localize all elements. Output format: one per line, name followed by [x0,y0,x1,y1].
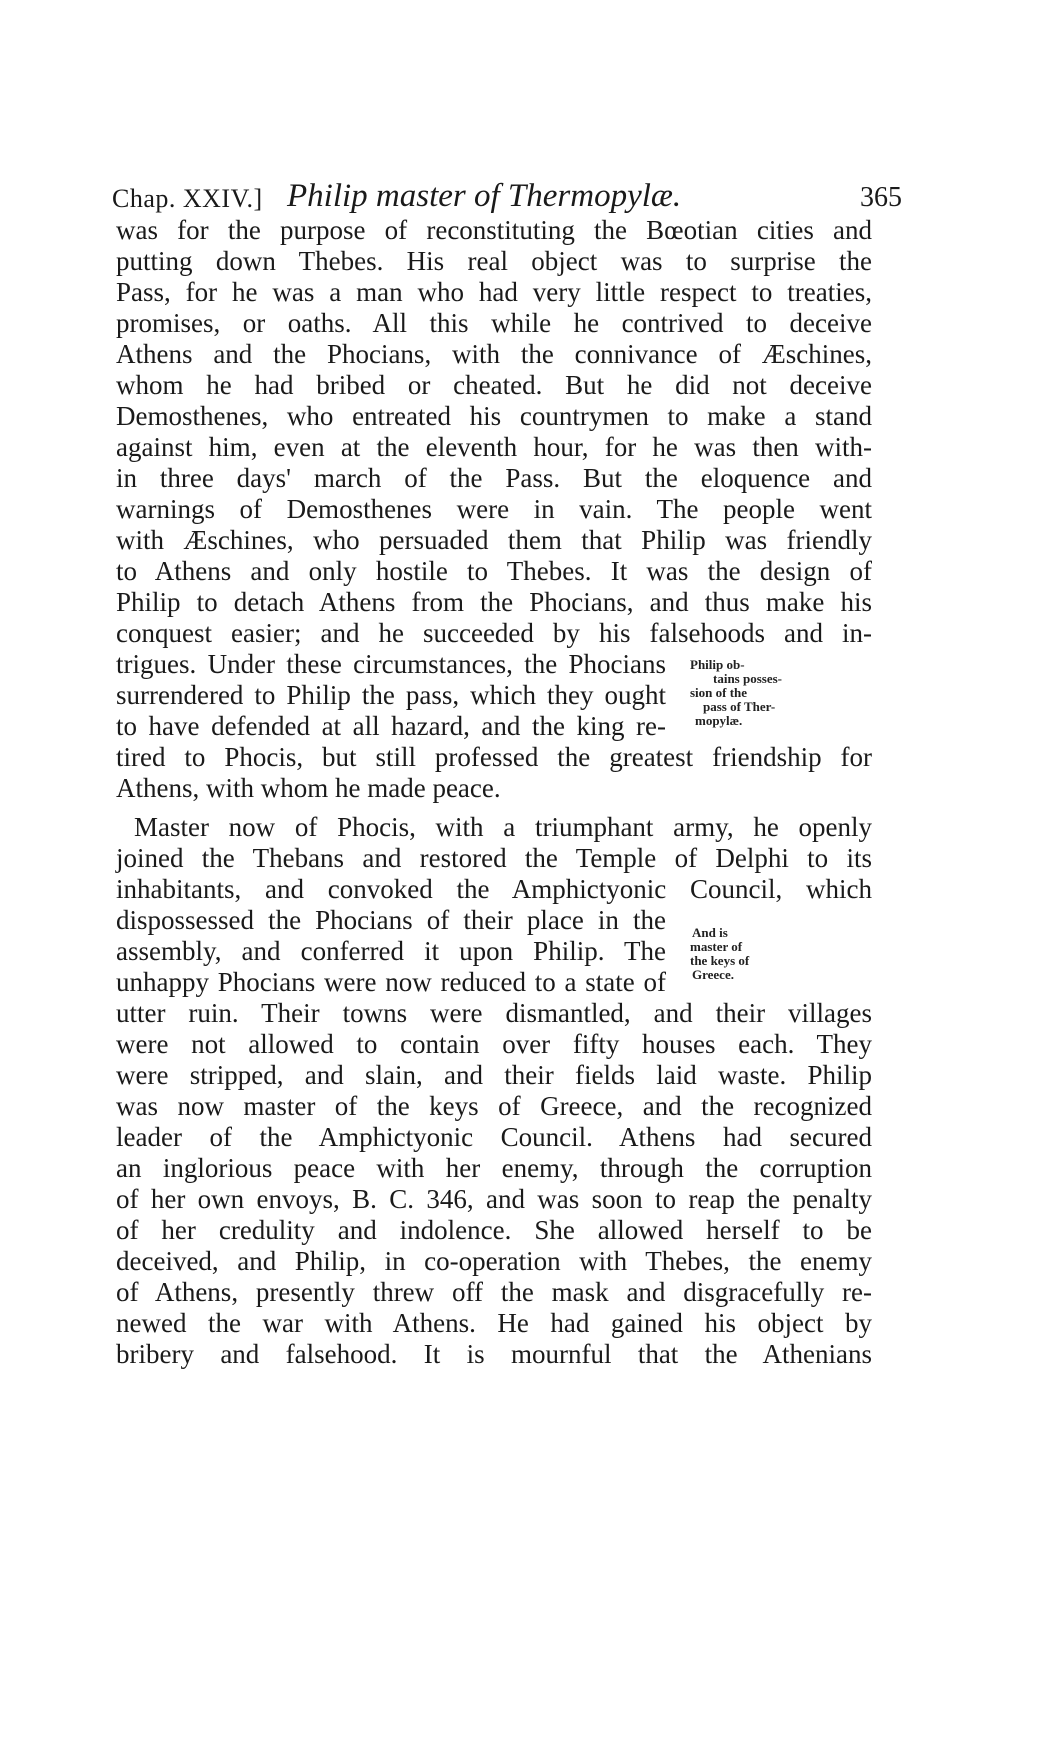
margin-note-line: tains posses- [713,671,782,686]
text-line: Philip to detach Athens from the Phocians, and thus make his [116,587,872,617]
text-line: were not allowed to contain over fifty houses each. They [116,1029,872,1059]
text-line: bribery and falsehood. It is mournful that the Athenians [116,1339,872,1369]
margin-note-line: mopylæ. [695,713,743,728]
margin-note-line: master of [690,939,743,954]
text-line: promises, or oaths. All this while he contrived to deceive [116,308,872,338]
text-line: Master now of Phocis, with a triumphant army, he openly [134,812,872,842]
text-line: utter ruin. Their towns were dismantled, and their villages [116,998,872,1028]
text-line: of her credulity and indolence. She allowed herself to be [116,1215,872,1245]
text-line: inhabitants, and convoked the Amphictyonic Council, which [116,874,872,904]
text-line: of Athens, presently threw off the mask and disgracefully re- [116,1277,872,1307]
text-line: was now master of the keys of Greece, and the recognized [116,1091,872,1121]
text-line: conquest easier; and he succeeded by his falsehoods and in- [116,618,872,648]
text-line: deceived, and Philip, in co-operation with Thebes, the enemy [116,1246,872,1276]
text-line: assembly, and conferred it upon Philip. The [116,936,666,966]
text-line: Athens, with whom he made peace. [116,773,501,803]
text-line: newed the war with Athens. He had gained his object by [116,1308,872,1338]
text-line: surrendered to Philip the pass, which they ought [116,680,666,710]
text-line: of her own envoys, B. C. 346, and was soon to reap the penalty [116,1184,872,1214]
text-line: trigues. Under these circumstances, the Phocians [116,649,666,679]
text-line: unhappy Phocians were now reduced to a state of [116,967,666,997]
page-number: 365 [860,182,902,213]
margin-note-line: Greece. [692,967,734,982]
text-line: joined the Thebans and restored the Temple of Delphi to its [116,843,872,873]
margin-note-thermopylae [690,658,782,728]
text-line: an inglorious peace with her enemy, through the corruption [116,1153,872,1183]
text-line: warnings of Demosthenes were in vain. The people went [116,494,872,524]
margin-note-line: And is [692,925,728,940]
running-title: Philip master of Thermopylæ. [287,178,682,214]
text-line: leader of the Amphictyonic Council. Athens had secured [116,1122,872,1152]
text-line: to Athens and only hostile to Thebes. It was the design of [116,556,872,586]
text-line: to have defended at all hazard, and the king re- [116,711,666,741]
margin-note-keys-of-greece [690,926,749,982]
text-line: tired to Phocis, but still professed the greatest friendship for [116,742,872,772]
margin-note-line: Philip ob- [690,657,745,672]
text-line: Athens and the Phocians, with the connivance of Æschines, [116,339,872,369]
text-line: with Æschines, who persuaded them that Philip was friendly [116,525,872,555]
text-line: Pass, for he was a man who had very little respect to treaties, [116,277,872,307]
margin-note-line: sion of the [690,685,748,700]
text-line: in three days' march of the Pass. But the eloquence and [116,463,872,493]
text-line: putting down Thebes. His real object was to surprise the [116,246,872,276]
text-line: against him, even at the eleventh hour, for he was then with- [116,432,872,462]
margin-note-line: the keys of [690,953,750,968]
text-line: were stripped, and slain, and their fields laid waste. Philip [116,1060,872,1090]
text-line: dispossessed the Phocians of their place in the [116,905,666,935]
text-line: was for the purpose of reconstituting the Bœotian cities and [116,215,872,245]
text-line: whom he had bribed or cheated. But he did not deceive [116,370,872,400]
text-line: Demosthenes, who entreated his countrymen to make a stand [116,401,872,431]
chapter-label: Chap. XXIV.] [112,184,263,213]
margin-note-line: pass of Ther- [703,699,776,714]
